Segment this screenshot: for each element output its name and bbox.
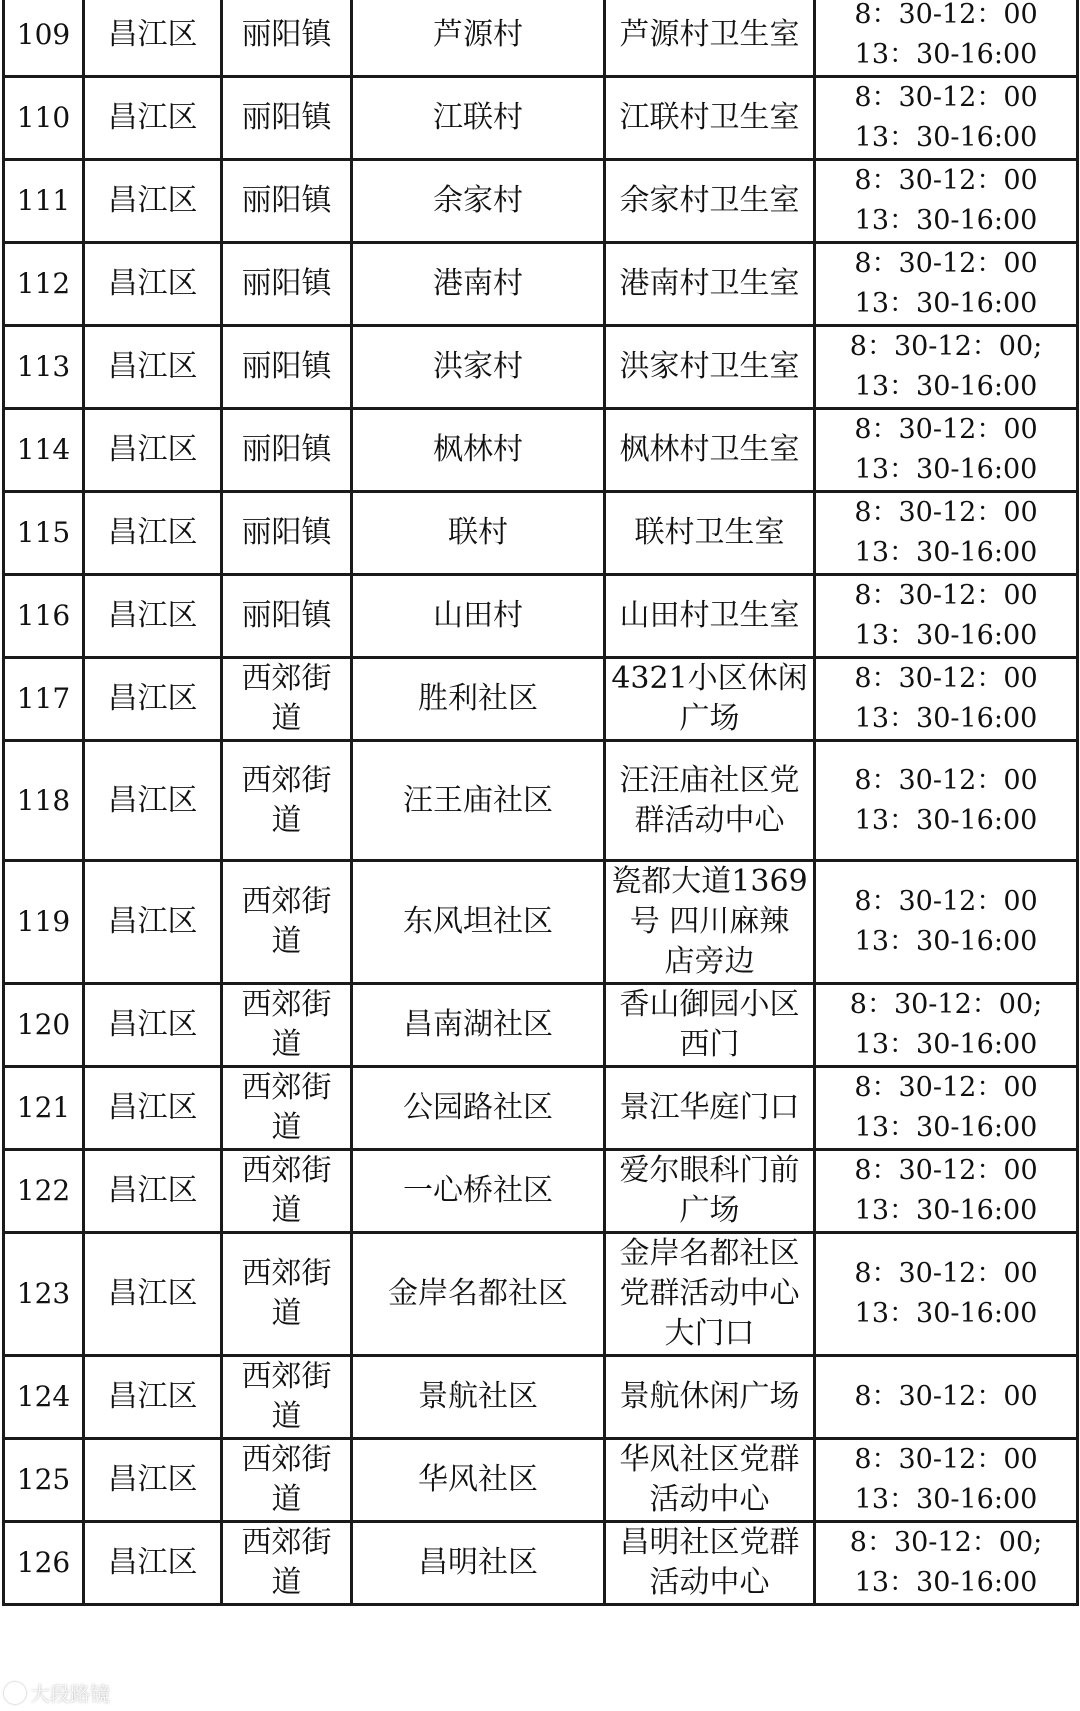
cell-site: 汪汪庙社区党 群活动中心 (605, 741, 815, 861)
cell-village: 汪王庙社区 (352, 741, 605, 861)
cell-number: 110 (4, 77, 84, 160)
cell-number: 118 (4, 741, 84, 861)
cell-time: 8：30-12：00 13：30-16:00 (815, 492, 1078, 575)
cell-number: 114 (4, 409, 84, 492)
cell-town: 西郊街 道 (222, 1233, 352, 1356)
cell-site: 芦源村卫生室 (605, 0, 815, 77)
cell-town: 丽阳镇 (222, 243, 352, 326)
cell-number: 124 (4, 1356, 84, 1439)
table-row (4, 1233, 1078, 1356)
cell-site: 洪家村卫生室 (605, 326, 815, 409)
table-row (4, 1522, 1078, 1605)
cell-time: 8：30-12：00 13：30-16:00 (815, 1439, 1078, 1522)
cell-town: 西郊街 道 (222, 1439, 352, 1522)
cell-village: 景航社区 (352, 1356, 605, 1439)
cell-district: 昌江区 (84, 1067, 222, 1150)
cell-town: 西郊街 道 (222, 984, 352, 1067)
cell-time: 8：30-12：00; 13：30-16:00 (815, 1522, 1078, 1605)
cell-town: 西郊街 道 (222, 1356, 352, 1439)
cell-site: 金岸名都社区 党群活动中心 大门口 (605, 1233, 815, 1356)
cell-site: 余家村卫生室 (605, 160, 815, 243)
cell-time: 8：30-12：00 13：30-16:00 (815, 658, 1078, 741)
weibo-icon (4, 1682, 26, 1704)
cell-site: 4321小区休闲 广场 (605, 658, 815, 741)
cell-number: 119 (4, 861, 84, 984)
cell-time: 8：30-12：00 13：30-16:00 (815, 409, 1078, 492)
cell-site: 港南村卫生室 (605, 243, 815, 326)
cell-time: 8：30-12：00 13：30-16:00 (815, 160, 1078, 243)
cell-village: 联村 (352, 492, 605, 575)
table-row (4, 409, 1078, 492)
table-row (4, 77, 1078, 160)
cell-town: 丽阳镇 (222, 77, 352, 160)
cell-district: 昌江区 (84, 1356, 222, 1439)
cell-time: 8：30-12：00; 13：30-16:00 (815, 984, 1078, 1067)
cell-site: 华风社区党群 活动中心 (605, 1439, 815, 1522)
cell-village: 山田村 (352, 575, 605, 658)
table-row (4, 160, 1078, 243)
cell-village: 江联村 (352, 77, 605, 160)
cell-town: 西郊街 道 (222, 1522, 352, 1605)
cell-time: 8：30-12：00 13：30-16:00 (815, 1067, 1078, 1150)
table-row (4, 658, 1078, 741)
cell-site: 山田村卫生室 (605, 575, 815, 658)
cell-site: 香山御园小区 西门 (605, 984, 815, 1067)
cell-village: 一心桥社区 (352, 1150, 605, 1233)
cell-village: 金岸名都社区 (352, 1233, 605, 1356)
testing-sites-table (2, 0, 1079, 1606)
cell-number: 126 (4, 1522, 84, 1605)
cell-site: 枫林村卫生室 (605, 409, 815, 492)
cell-town: 丽阳镇 (222, 326, 352, 409)
cell-district: 昌江区 (84, 1150, 222, 1233)
table-row (4, 243, 1078, 326)
table-row (4, 326, 1078, 409)
cell-number: 112 (4, 243, 84, 326)
table-row (4, 861, 1078, 984)
cell-district: 昌江区 (84, 741, 222, 861)
cell-time: 8：30-12：00 13：30-16:00 (815, 1233, 1078, 1356)
cell-number: 117 (4, 658, 84, 741)
cell-town: 丽阳镇 (222, 0, 352, 77)
table-row (4, 1356, 1078, 1439)
cell-number: 122 (4, 1150, 84, 1233)
cell-town: 西郊街 道 (222, 1150, 352, 1233)
cell-time: 8：30-12：00 13：30-16:00 (815, 575, 1078, 658)
cell-site: 景航休闲广场 (605, 1356, 815, 1439)
cell-district: 昌江区 (84, 861, 222, 984)
table-row (4, 984, 1078, 1067)
cell-site: 爱尔眼科门前 广场 (605, 1150, 815, 1233)
cell-district: 昌江区 (84, 326, 222, 409)
cell-village: 胜利社区 (352, 658, 605, 741)
cell-number: 120 (4, 984, 84, 1067)
table-row (4, 492, 1078, 575)
cell-district: 昌江区 (84, 1439, 222, 1522)
table-row (4, 575, 1078, 658)
cell-village: 昌明社区 (352, 1522, 605, 1605)
cell-district: 昌江区 (84, 0, 222, 77)
cell-time: 8：30-12：00; 13：30-16:00 (815, 326, 1078, 409)
cell-village: 洪家村 (352, 326, 605, 409)
watermark-text: 大段路镜 (30, 1682, 110, 1706)
cell-site: 昌明社区党群 活动中心 (605, 1522, 815, 1605)
cell-number: 116 (4, 575, 84, 658)
cell-district: 昌江区 (84, 492, 222, 575)
cell-number: 123 (4, 1233, 84, 1356)
cell-time: 8：30-12：00 (815, 1356, 1078, 1439)
cell-district: 昌江区 (84, 1233, 222, 1356)
cell-number: 109 (4, 0, 84, 77)
cell-district: 昌江区 (84, 243, 222, 326)
cell-time: 8：30-12：00 13：30-16:00 (815, 861, 1078, 984)
cell-town: 丽阳镇 (222, 409, 352, 492)
cell-district: 昌江区 (84, 160, 222, 243)
table-row (4, 1150, 1078, 1233)
cell-site: 景江华庭门口 (605, 1067, 815, 1150)
cell-village: 昌南湖社区 (352, 984, 605, 1067)
cell-time: 8：30-12：00 13：30-16:00 (815, 1150, 1078, 1233)
cell-site: 联村卫生室 (605, 492, 815, 575)
cell-district: 昌江区 (84, 575, 222, 658)
cell-district: 昌江区 (84, 409, 222, 492)
table-body (4, 0, 1078, 1605)
cell-number: 113 (4, 326, 84, 409)
cell-district: 昌江区 (84, 984, 222, 1067)
cell-number: 125 (4, 1439, 84, 1522)
cell-village: 余家村 (352, 160, 605, 243)
cell-time: 8：30-12：00 13：30-16:00 (815, 0, 1078, 77)
watermark (4, 1678, 110, 1707)
cell-time: 8：30-12：00 13：30-16:00 (815, 77, 1078, 160)
cell-town: 丽阳镇 (222, 492, 352, 575)
cell-town: 丽阳镇 (222, 160, 352, 243)
cell-village: 东风坦社区 (352, 861, 605, 984)
table-row (4, 0, 1078, 77)
cell-town: 西郊街 道 (222, 658, 352, 741)
cell-district: 昌江区 (84, 1522, 222, 1605)
cell-number: 121 (4, 1067, 84, 1150)
cell-time: 8：30-12：00 13：30-16:00 (815, 243, 1078, 326)
cell-village: 枫林村 (352, 409, 605, 492)
cell-number: 111 (4, 160, 84, 243)
cell-village: 公园路社区 (352, 1067, 605, 1150)
cell-town: 西郊街 道 (222, 1067, 352, 1150)
cell-district: 昌江区 (84, 77, 222, 160)
cell-town: 西郊街 道 (222, 861, 352, 984)
cell-village: 华风社区 (352, 1439, 605, 1522)
table-row (4, 1067, 1078, 1150)
table-row (4, 741, 1078, 861)
cell-number: 115 (4, 492, 84, 575)
cell-site: 瓷都大道1369 号 四川麻辣 店旁边 (605, 861, 815, 984)
cell-town: 丽阳镇 (222, 575, 352, 658)
cell-village: 芦源村 (352, 0, 605, 77)
cell-district: 昌江区 (84, 658, 222, 741)
cell-town: 西郊街 道 (222, 741, 352, 861)
cell-village: 港南村 (352, 243, 605, 326)
table-row (4, 1439, 1078, 1522)
cell-site: 江联村卫生室 (605, 77, 815, 160)
cell-time: 8：30-12：00 13：30-16:00 (815, 741, 1078, 861)
